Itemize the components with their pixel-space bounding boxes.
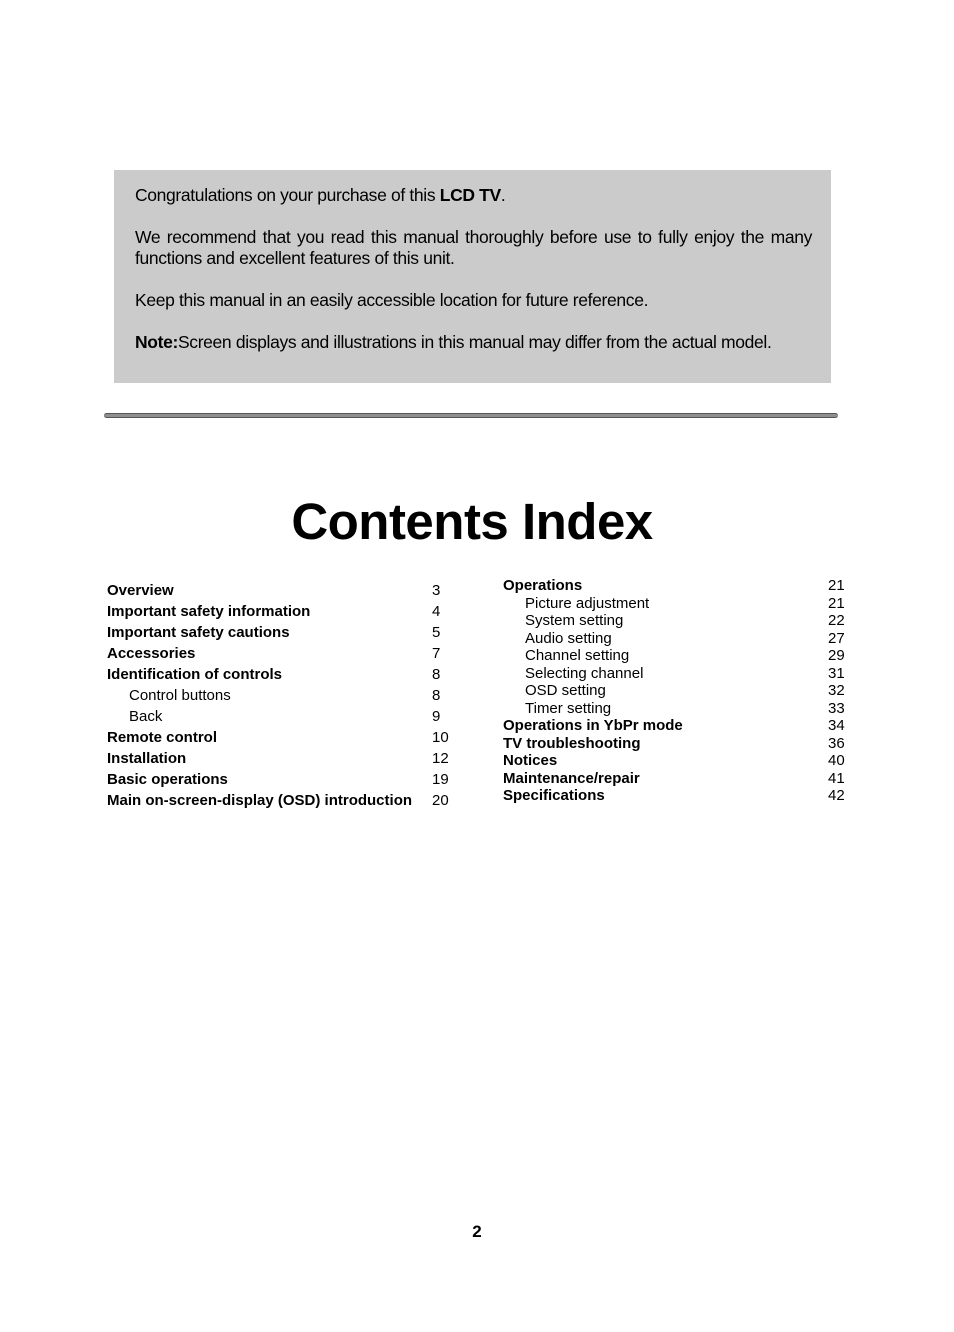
- toc-entry: [503, 717, 846, 735]
- toc-entry-label: Identification of controls: [107, 666, 282, 683]
- toc-entry: [107, 622, 452, 643]
- toc-entry: [107, 601, 452, 622]
- page-number: 2: [472, 1222, 482, 1241]
- toc-entry-page: 3: [432, 582, 441, 599]
- toc-entry: [107, 748, 452, 769]
- toc-entry-label: Operations: [503, 577, 583, 594]
- intro-congratulations: [135, 185, 812, 206]
- toc-entry: [107, 727, 452, 748]
- toc-entry-label: Important safety information: [107, 603, 311, 620]
- toc-entry: [107, 790, 452, 811]
- toc-entry-label: Channel setting: [525, 647, 630, 664]
- toc-entry-page: 31: [828, 664, 845, 682]
- toc-entry-label: TV troubleshooting: [503, 734, 641, 752]
- toc-entry-label: Control buttons: [129, 687, 231, 704]
- toc-entry-page: 32: [828, 682, 845, 699]
- toc-entry: [503, 612, 846, 630]
- toc-entry: [503, 752, 846, 770]
- toc-entry-page: 8: [432, 687, 441, 704]
- toc-entry: [503, 647, 846, 665]
- toc-entry-label: Overview: [107, 582, 174, 599]
- toc-left-column: [107, 580, 452, 811]
- toc-entry-label: Picture adjustment: [525, 594, 650, 612]
- toc-entry-label: Back: [129, 708, 163, 725]
- toc-entry: [107, 769, 452, 790]
- toc-entry-label: Installation: [107, 750, 187, 767]
- intro-text-end: .: [500, 185, 506, 205]
- toc-entry-label: Important safety cautions: [107, 624, 290, 641]
- toc-entry: [107, 706, 452, 727]
- toc-entry-page: 34: [828, 717, 845, 734]
- toc-entry-label: Audio setting: [525, 629, 612, 647]
- toc-entry-page: 9: [432, 708, 441, 725]
- toc-entry-label: Remote control: [107, 729, 218, 746]
- toc-entry-page: 20: [432, 792, 449, 809]
- toc-entry: [107, 580, 452, 601]
- toc-entry: [107, 643, 452, 664]
- toc-entry-page: 12: [432, 750, 449, 767]
- toc-entry-label: System setting: [525, 612, 624, 629]
- toc-entry-page: 19: [432, 771, 449, 788]
- intro-text: Congratulations on your purchase of this: [135, 185, 440, 205]
- toc-entry-label: Accessories: [107, 645, 196, 662]
- toc-entry: [503, 630, 846, 648]
- intro-box: [114, 170, 831, 383]
- toc-entry-page: 5: [432, 624, 441, 641]
- note-label: Note:: [135, 332, 178, 352]
- toc-entry-page: 40: [828, 752, 845, 769]
- toc-entry-label: Notices: [503, 752, 558, 769]
- toc-entry: [503, 700, 846, 718]
- toc-entry: [107, 685, 452, 706]
- toc-entry-page: 21: [828, 577, 845, 594]
- toc-entry-page: 8: [432, 666, 441, 683]
- toc-entry-label: Selecting channel: [525, 664, 644, 682]
- page-title: Contents Index: [291, 493, 653, 550]
- toc-entry: [503, 665, 846, 683]
- toc-entry-label: Specifications: [503, 787, 605, 804]
- note-text: Screen displays and illustrations in this manual may differ from the actual model.: [177, 332, 772, 352]
- toc-right-column: [503, 577, 846, 805]
- toc-entry-page: 27: [828, 629, 845, 647]
- toc-entry-page: 10: [432, 729, 449, 746]
- toc-entry-label: Maintenance/repair: [503, 769, 640, 787]
- toc-entry-label: Operations in YbPr mode: [503, 717, 683, 734]
- toc-entry-page: 36: [828, 734, 845, 752]
- toc-entry: [503, 577, 846, 595]
- toc-entry-page: 4: [432, 603, 441, 620]
- toc-entry: [503, 735, 846, 753]
- toc-entry-page: 21: [828, 594, 845, 612]
- toc-entry-page: 22: [828, 612, 845, 629]
- toc-entry-label: Basic operations: [107, 771, 228, 788]
- toc-entry-label: Timer setting: [525, 699, 612, 717]
- product-name: LCD TV: [439, 185, 501, 205]
- toc-entry-label: Main on-screen-display (OSD) introduction: [107, 792, 413, 809]
- toc-entry-page: 29: [828, 647, 845, 664]
- toc-entry: [503, 595, 846, 613]
- intro-note: [135, 332, 812, 353]
- toc-entry-page: 41: [828, 769, 845, 787]
- section-divider: [104, 413, 838, 418]
- toc-entry: [503, 682, 846, 700]
- intro-recommend: We recommend that you read this manual thoroughly before use to fully enjoy the many functions and excellent features of this unit.: [135, 227, 812, 268]
- toc-entry: [107, 664, 452, 685]
- intro-keep: Keep this manual in an easily accessible location for future reference.: [135, 290, 649, 310]
- toc-entry-page: 7: [432, 645, 441, 662]
- toc-entry: [503, 787, 846, 805]
- toc-entry-page: 42: [828, 787, 845, 804]
- toc-entry-page: 33: [828, 699, 845, 717]
- toc-entry-label: OSD setting: [525, 682, 606, 699]
- toc-entry: [503, 770, 846, 788]
